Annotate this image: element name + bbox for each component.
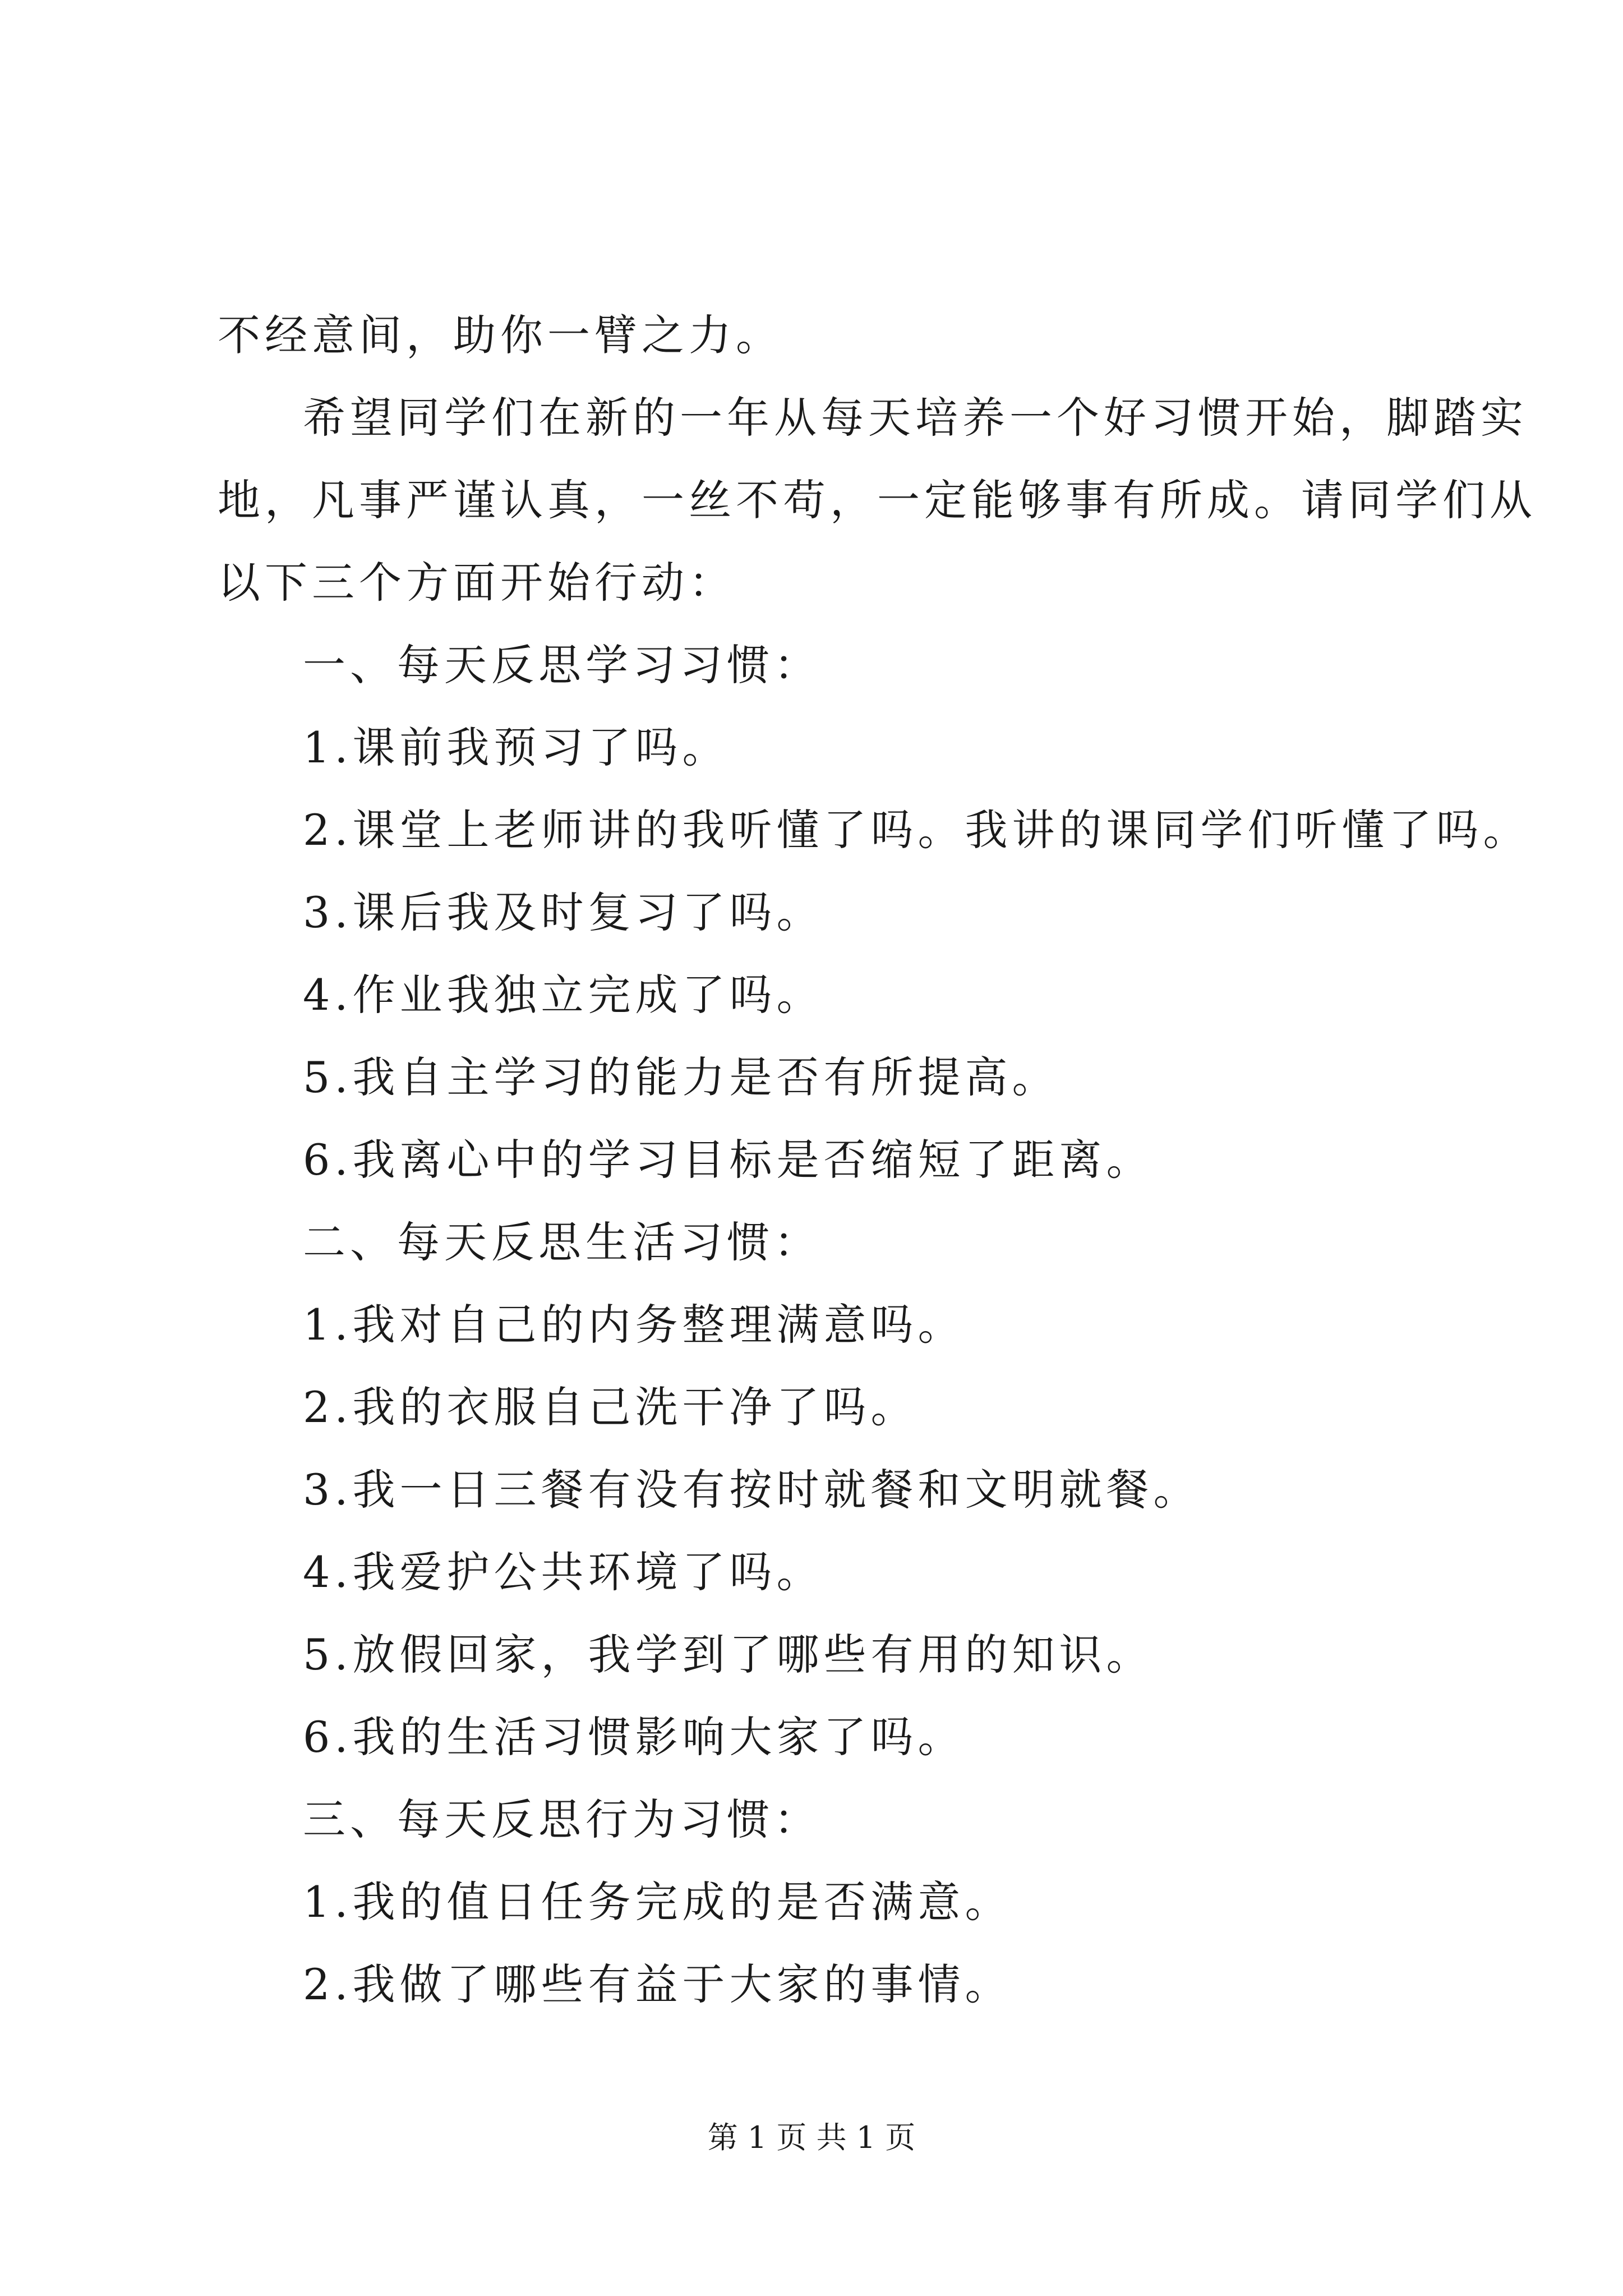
- list-item: 2.我的衣服自己洗干净了吗。: [303, 1382, 918, 1432]
- section-heading: 三、每天反思行为习惯：: [303, 1795, 821, 1844]
- list-item: 2.课堂上老师讲的我听懂了吗。我讲的课同学们听懂了吗。: [303, 805, 1530, 855]
- list-item: 4.我爱护公共环境了吗。: [303, 1547, 824, 1597]
- list-item: 6.我离心中的学习目标是否缩短了距离。: [303, 1135, 1154, 1185]
- section-heading: 一、每天反思学习习惯：: [303, 640, 821, 690]
- list-item: 5.放假回家，我学到了哪些有用的知识。: [303, 1630, 1154, 1680]
- list-item: 5.我自主学习的能力是否有所提高。: [303, 1052, 1059, 1102]
- list-item: 3.课后我及时复习了吗。: [303, 887, 824, 937]
- list-item: 6.我的生活习惯影响大家了吗。: [303, 1712, 965, 1762]
- paragraph-line: 不经意间，助你一臂之力。: [218, 310, 783, 360]
- list-item: 3.我一日三餐有没有按时就餐和文明就餐。: [303, 1465, 1201, 1515]
- section-heading: 二、每天反思生活习惯：: [303, 1217, 821, 1267]
- paragraph-line: 以下三个方面开始行动：: [218, 558, 736, 608]
- page-footer: 第 1 页 共 1 页: [707, 2120, 916, 2155]
- list-item: 4.作业我独立完成了吗。: [303, 970, 824, 1020]
- paragraph-line: 地，凡事严谨认真，一丝不苟，一定能够事有所成。请同学们从: [218, 475, 1537, 525]
- list-item: 1.课前我预习了吗。: [303, 723, 730, 772]
- paragraph-line: 希望同学们在新的一年从每天培养一个好习惯开始，脚踏实: [303, 393, 1528, 443]
- list-item: 1.我的值日任务完成的是否满意。: [303, 1877, 1012, 1927]
- list-item: 1.我对自己的内务整理满意吗。: [303, 1300, 965, 1350]
- list-item: 2.我做了哪些有益于大家的事情。: [303, 1959, 1012, 2009]
